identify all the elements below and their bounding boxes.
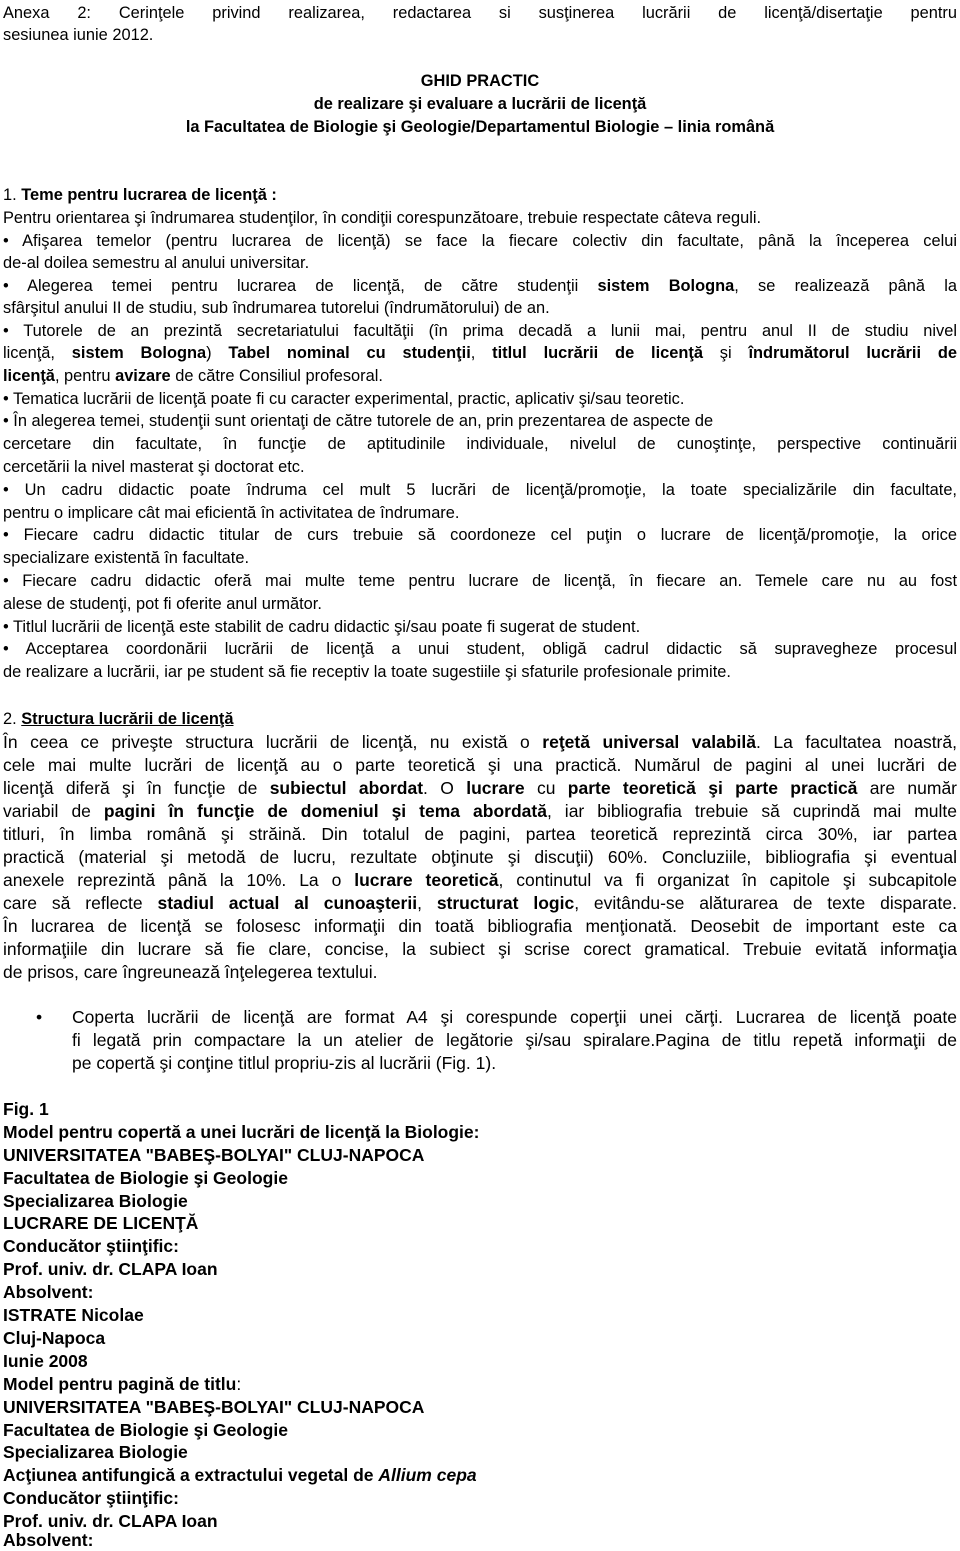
cover-supervisor-label: Conducător ştiinţific: [3,1236,179,1256]
structure-line-1 [3,731,957,753]
figure-label: Fig. 1 [3,1099,49,1119]
structure-text-3f: parte teoretică şi parte practică [567,778,858,798]
cover-bullet: • [36,1007,43,1027]
rule-7-line-1: • Fiecare cadru didactic titular de curs trebuie să coordoneze cel puţin o lucrare de licenţă/promoţie, la orice [3,526,957,544]
rule-7-line-2: specializare existentă în facultate. [3,549,249,567]
structure-text-7a: anexele reprezintă până la 10%. La o [3,870,355,890]
cover-line-1: Coperta lucrării de licenţă are format A4 şi corespunde coperţii unei cărţi. Lucrarea de licenţă poate [72,1007,957,1027]
title-page-model-colon: : [236,1374,242,1394]
structure-text-4c: , iar bibliografia trebuie să cuprindă mai multe [546,801,958,821]
cover-graduate-name: ISTRATE Nicolae [3,1305,144,1325]
rule-2-line-1 [3,275,957,297]
section-2-heading [3,708,957,730]
rule-3-text-k: avizare [115,367,171,385]
structure-text-3a: licenţă diferă şi în funcţie de [3,778,270,798]
rule-1-line-2: de-al doilea semestru al anului universitar. [3,254,310,272]
cover-model-title: Model pentru copertă a unei lucrări de licenţă la Biologie: [3,1122,480,1142]
rule-8-line-1: • Fiecare cadru didactic oferă mai multe teme pentru lucrare de licenţă, în fiecare an. Temele care nu au fost [3,572,957,590]
cover-line-2: fi legată prin compactare la un atelier de legătorie şi/sau spiralare.Pagina de titlu repetă informaţii de [72,1030,957,1050]
rule-5-line-2: cercetare din facultate, în funcţie de aptitudinile individuale, nivelul de cunoştinţe, perspective continuării [3,435,957,453]
rule-1-line-1: • Afişarea temelor (pentru lucrarea de licenţă) se face la fiecare colectiv din facultate, până la începerea celui [3,232,957,250]
structure-line-9: În lucrarea de licenţă se folosesc informaţii din toată bibliografia menţionată. Deosebit de important este ca [3,916,957,936]
structure-text-4b: pagini în funcţie de domeniul şi tema abordată [103,801,547,821]
section-2-number: 2. [3,710,22,728]
title-page-graduate-label: Absolvent: [3,1530,94,1550]
rule-3-text-a: licenţă, [3,344,72,362]
rule-4: • Tematica lucrării de licenţă poate fi cu caracter experimental, practic, aplicativ şi/sau teoretic. [3,390,685,408]
title-page-thesis-title [3,1464,957,1486]
rule-9: • Titlul lucrării de licenţă este stabilit de cadru didactic şi/sau poate fi sugerat de student. [3,618,641,636]
section-1-number: 1. [3,186,22,204]
structure-text-7c: , continutul va fi organizat în capitole şi subcapitole [498,870,957,890]
rule-2-text-c: , se realizează până la [734,277,958,295]
rule-10-line-1: • Acceptarea coordonării lucrării de licenţă a unui student, obligă cadrul didactic să supravegheze procesul [3,640,957,658]
rule-3-text-f: titlul lucrării de licenţă [492,344,703,362]
rule-2-line-2: sfârşitul anului II de studiu, sub îndrumarea tutorelui (îndrumătorului) de an. [3,299,550,317]
rule-6-line-1: • Un cadru didactic poate îndruma cel mult 5 lucrări de licenţă/promoţie, la toate specializările din facultate, [3,481,957,499]
structure-line-10: informaţiile din lucrare să fie clare, concise, la subiect şi scrise corect gramatical. Trebuie evitată informaţia [3,939,957,959]
structure-line-3 [3,777,957,799]
rule-3-text-e: , [470,344,493,362]
rule-10-line-2: de realizare a lucrării, iar pe student să fie receptiv la toate sugestiile şi sfaturile profesionale primite. [3,663,731,681]
rule-6-line-2: pentru o implicare cât mai eficientă în activitatea de îndrumare. [3,504,460,522]
rule-3-text-i: licenţă [3,367,55,385]
rule-3-line-2 [3,342,957,364]
structure-text-1a: În ceea ce priveşte structura lucrării de licenţă, nu există o [3,732,543,752]
structure-text-8d: structurat logic [436,893,575,913]
cover-date: Iunie 2008 [3,1351,88,1371]
structure-text-8b: stadiul actual al cunoaşterii [157,893,418,913]
rule-3-text-c: ) [206,344,229,362]
structure-line-11: de prisos, care îngreunează înţelegerea textului. [3,962,378,982]
structure-text-7b: lucrare teoretică [354,870,499,890]
annex-header-line-2: sesiunea iunie 2012. [3,26,154,44]
structure-line-2: cele mai multe lucrări de licenţă au o parte teoretică şi una practică. Numărul de pagini al unei lucrări de [3,755,957,775]
structure-line-8 [3,892,957,914]
cover-university: UNIVERSITATEA "BABEŞ-BOLYAI" CLUJ-NAPOCA [3,1145,425,1165]
structure-line-7 [3,869,957,891]
thesis-title-species: Allium cepa [378,1465,477,1485]
rule-3-line-1: • Tutorele de an prezintă secretariatului facultăţii (în prima decadă a lunii mai, pentru anul II de studiu nivel [3,322,957,340]
cover-thesis-type: LUCRARE DE LICENŢĂ [3,1213,199,1233]
title-page-university: UNIVERSITATEA "BABEŞ-BOLYAI" CLUJ-NAPOCA [3,1397,425,1417]
cover-supervisor-name: Prof. univ. dr. CLAPA Ioan [3,1259,218,1279]
rule-2-text-b: sistem Bologna [597,277,735,295]
section-2-title: Structura lucrării de licenţă [21,710,234,728]
rule-3-text-d: Tabel nominal cu studenţii [228,344,471,362]
guide-subtitle-1: de realizare şi evaluare a lucrării de licenţă [313,95,647,113]
rule-8-line-2: alese de studenţi, pot fi oferite anul următor. [3,595,322,613]
cover-line-3: pe copertă şi conţine titlul propriu-zis al lucrării (Fig. 1). [72,1053,497,1073]
structure-text-8a: care să reflecte [3,893,158,913]
guide-title: GHID PRACTIC [420,72,540,90]
structure-text-3c: . O [423,778,467,798]
cover-city: Cluj-Napoca [3,1328,106,1348]
title-page-specialization: Specializarea Biologie [3,1442,188,1462]
cover-specialization: Specializarea Biologie [3,1191,188,1211]
structure-text-3e: cu [524,778,568,798]
structure-line-4 [3,800,957,822]
section-1-intro: Pentru orientarea şi îndrumarea studenţilor, în condiţii corespunzătoare, trebuie respectate câteva reguli. [3,209,762,227]
cover-graduate-label: Absolvent: [3,1282,94,1302]
rule-5-line-3: cercetării la nivel masterat şi doctorat etc. [3,458,305,476]
title-page-supervisor-label: Conducător ştiinţific: [3,1488,179,1508]
rule-3-line-3 [3,365,957,387]
structure-text-3b: subiectul abordat [269,778,424,798]
structure-line-6: practică (material şi metodă de lucru, rezultate obţinute şi discuţii) 60%. Concluziile, bibliografia şi eventual [3,847,957,867]
annex-header-line-1: Anexa 2: Cerinţele privind realizarea, redactarea si susţinerea lucrării de licenţă/disertaţie pentru [3,4,957,22]
cover-faculty: Facultatea de Biologie şi Geologie [3,1168,288,1188]
rule-3-text-b: sistem Bologna [71,344,207,362]
rule-3-text-l: de către Consiliul profesoral. [170,367,383,385]
section-1-heading [3,184,957,206]
title-page-faculty: Facultatea de Biologie şi Geologie [3,1420,288,1440]
title-page-model-text: Model pentru pagină de titlu [3,1374,237,1394]
structure-line-5: titluri, în limba română şi străină. Din totalul de pagini, partea teoretică reprezintă circa 30%, iar partea [3,824,957,844]
structure-text-3d: lucrare [466,778,525,798]
rule-3-text-h: îndrumătorul lucrării de [748,344,957,362]
structure-text-8e: , evitându-se alăturarea de texte disparate. [574,893,957,913]
thesis-title-text: Acţiunea antifungică a extractului vegetal de [3,1465,379,1485]
structure-text-3g: are număr [857,778,958,798]
title-page-model-title [3,1373,957,1395]
rule-3-text-j: , pentru [54,367,116,385]
structure-text-1c: . La facultatea noastră, [756,732,957,752]
structure-text-8c: , [417,893,437,913]
structure-text-1b: reţetă universal valabilă [542,732,757,752]
rule-5-line-1: • În alegerea temei, studenţii sunt orientaţi de către tutorele de an, prin prezentarea de aspecte de [3,412,714,430]
section-1-title: Teme pentru lucrarea de licenţă : [21,186,277,204]
guide-subtitle-2: la Facultatea de Biologie şi Geologie/Departamentul Biologie – linia română [185,118,775,136]
rule-3-text-g: şi [702,344,749,362]
rule-2-text-a: • Alegerea temei pentru lucrarea de licenţă, de către studenţii [3,277,598,295]
title-page-supervisor-name: Prof. univ. dr. CLAPA Ioan [3,1511,218,1531]
structure-text-4a: variabil de [3,801,104,821]
